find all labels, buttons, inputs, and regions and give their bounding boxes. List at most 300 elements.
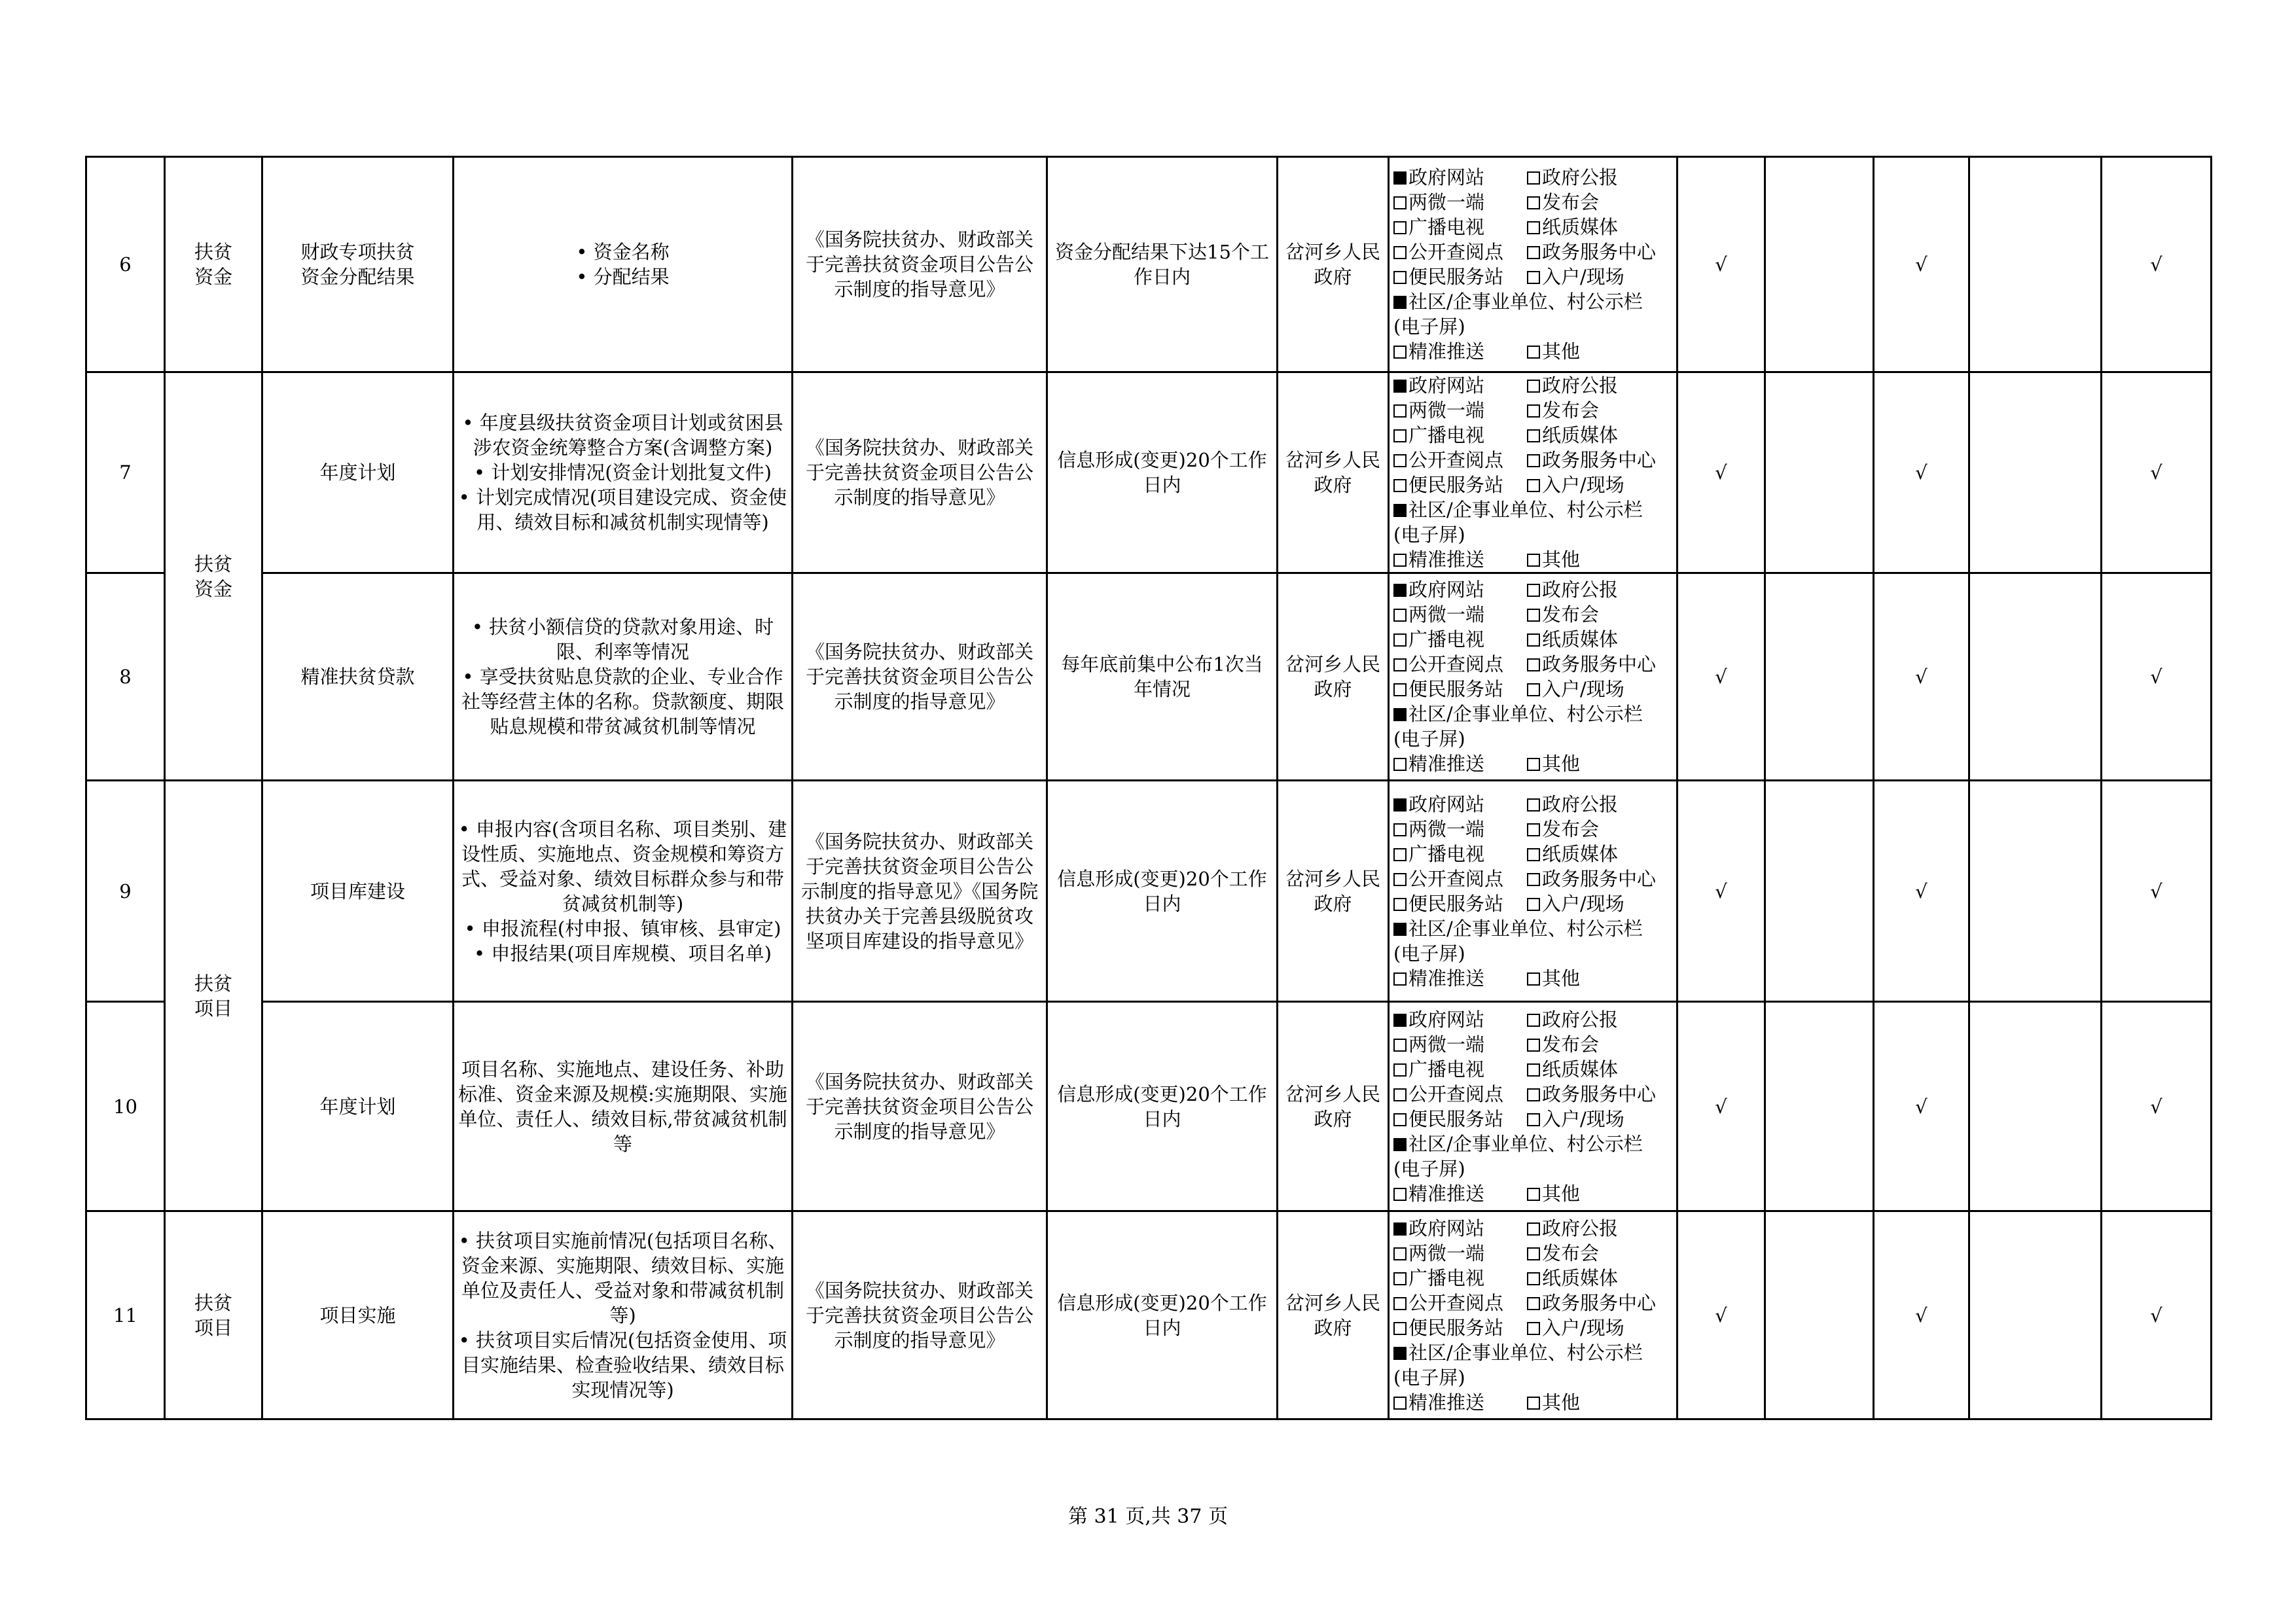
empty-box-icon [1393,1063,1407,1077]
channel-option [1527,1007,1618,1032]
publish-channels-cell [1389,372,1677,573]
channel-option-label: 政府网站 [1408,166,1485,188]
timing-cell: 每年底前集中公布1次当年情况 [1047,573,1278,781]
channel-option-row [1393,891,1672,916]
empty-box-icon [1527,271,1540,284]
channel-option [1527,966,1580,991]
channel-option-label: 广播电视 [1408,424,1485,446]
channel-option-row [1393,866,1672,891]
channel-option [1393,314,1465,339]
channel-option-row [1393,1365,1672,1390]
check-cell: √ [1874,157,1969,372]
channel-option [1527,1181,1580,1206]
channel-option [1393,1156,1465,1181]
channel-option [1393,1107,1527,1132]
channel-option-label: 政府公报 [1542,1217,1619,1240]
page-footer: 第 31 页,共 37 页 [1067,1505,1229,1528]
empty-box-icon [1393,658,1407,671]
channel-option-row [1393,817,1672,842]
subject-cell: 岔河乡人民 政府 [1278,157,1389,372]
channel-option-row [1393,627,1672,652]
content-cell [454,1002,793,1211]
channel-option-row [1393,448,1672,473]
empty-box-icon [1527,898,1540,911]
category-cell: 扶贫 项目 [165,1211,262,1419]
checked-box-icon [1393,1347,1407,1360]
category-cell: 扶贫 项目 [165,781,262,1211]
item-cell: 精准扶贫贷款 [262,573,454,781]
empty-box-icon [1393,609,1407,622]
content-line: • 扶贫项目实施前情况(包括项目名称、资金来源、实施期限、绩效目标、实施单位及责任人、受益对象和带减贫机制等) [458,1229,787,1327]
channel-option-row [1393,792,1672,817]
channel-option [1393,522,1465,547]
channel-option-row [1393,842,1672,866]
channel-option [1393,240,1527,264]
channel-option [1393,1181,1527,1206]
empty-box-icon [1527,454,1540,467]
row-number: 8 [86,573,165,781]
channel-option-label: 社区/企事业单位、村公示栏 [1408,499,1643,521]
channel-option-row [1393,1057,1672,1082]
content-line: 项目名称、实施地点、建设任务、补助标准、资金来源及规模:实施期限、实施单位、责任人、绩效目标,带贫减贫机制等 [458,1058,787,1155]
channel-option [1393,866,1527,891]
channel-option-label: 政府公报 [1542,793,1619,815]
channel-option-row [1393,497,1672,522]
checked-box-icon [1393,504,1407,517]
channel-option [1393,1132,1643,1156]
channel-option-row [1393,473,1672,497]
channel-option [1527,1082,1656,1107]
channel-option [1527,1390,1580,1415]
timing-cell: 信息形成(变更)20个工作日内 [1047,1211,1278,1419]
empty-box-icon [1527,1397,1540,1410]
basis-cell: 《国务院扶贫办、财政部关于完善扶贫资金项目公告公示制度的指导意见》 [793,573,1047,781]
channel-option-label: 政府网站 [1408,579,1485,601]
basis-cell: 《国务院扶贫办、财政部关于完善扶贫资金项目公告公示制度的指导意见》 [793,372,1047,573]
checked-box-icon [1393,584,1407,597]
channel-option-label: (电子屏) [1393,524,1465,546]
empty-box-icon [1527,1272,1540,1285]
empty-box-icon [1393,823,1407,836]
channel-option [1393,726,1465,751]
empty-box-icon [1527,848,1540,861]
empty-box-icon [1393,271,1407,284]
channel-option-row [1393,751,1672,776]
content-line: • 资金名称 [576,241,670,263]
channel-option-label: 公开查阅点 [1408,653,1504,675]
channel-option [1527,473,1624,497]
channel-option [1527,652,1656,677]
check-cell: √ [2102,372,2212,573]
table-row [86,157,2212,372]
empty-box-icon [1393,1322,1407,1335]
channel-option-row [1393,1181,1672,1206]
subject-cell: 岔河乡人民 政府 [1278,781,1389,1002]
channel-option-label: 入户/现场 [1542,1107,1624,1130]
channel-option-label: 政府网站 [1408,1008,1485,1031]
channel-option-label: 公开查阅点 [1408,1291,1504,1314]
channel-option-label: 其他 [1542,753,1581,775]
check-cell: √ [2102,1211,2212,1419]
check-cell: √ [2102,573,2212,781]
empty-box-icon [1393,1188,1407,1201]
channel-option-row [1393,373,1672,398]
empty-box-icon [1393,479,1407,492]
empty-box-icon [1393,1113,1407,1126]
channel-option [1393,702,1643,726]
channel-option-row [1393,522,1672,547]
channel-option [1393,1007,1527,1032]
channel-option-row [1393,1032,1672,1057]
channel-option [1527,423,1618,448]
check-cell [1765,372,1874,573]
channel-option-row [1393,1007,1672,1032]
check-cell [1765,157,1874,372]
check-cell [1969,1211,2102,1419]
channel-option [1527,866,1656,891]
channel-option-label: 其他 [1542,1391,1581,1414]
channel-option-label: 两微一端 [1408,191,1485,213]
channel-option [1393,1057,1527,1082]
check-cell [1765,1211,1874,1419]
content-line: • 申报流程(村申报、镇审核、县审定) [464,917,781,940]
channel-option-label: 政务服务中心 [1542,1291,1657,1314]
checked-box-icon [1393,1222,1407,1236]
content-line: • 申报内容(含项目名称、项目类别、建设性质、实施地点、资金规模和筹资方式、受益对象、绩效目标群众参与和带贫减贫机制等) [458,817,787,915]
channel-option-row [1393,726,1672,751]
channel-option [1527,1107,1624,1132]
channel-option [1527,577,1618,602]
channel-option [1393,577,1527,602]
empty-box-icon [1527,1247,1540,1260]
check-cell: √ [1677,1211,1765,1419]
row-number: 11 [86,1211,165,1419]
channel-option [1527,264,1624,289]
channel-option [1393,1082,1527,1107]
content-cell [454,781,793,1002]
channel-option-row [1393,423,1672,448]
empty-box-icon [1527,658,1540,671]
channel-option-label: (电子屏) [1393,1366,1465,1389]
channel-option-label: 其他 [1542,548,1581,571]
channel-option-label: 两微一端 [1408,603,1485,626]
channel-option-label: 入户/现场 [1542,678,1624,700]
empty-box-icon [1393,633,1407,647]
channel-option [1393,373,1527,398]
row-number: 7 [86,372,165,573]
table-body [86,157,2212,1419]
channel-option-row [1393,652,1672,677]
content-line: • 分配结果 [576,266,670,288]
empty-box-icon [1527,683,1540,696]
basis-cell: 《国务院扶贫办、财政部关于完善扶贫资金项目公告公示制度的指导意见》 [793,157,1047,372]
empty-box-icon [1527,1088,1540,1101]
check-cell [1765,781,1874,1002]
channel-option [1393,966,1527,991]
check-cell [1969,372,2102,573]
content-line: • 申报结果(项目库规模、项目名单) [474,942,772,965]
channel-option [1393,602,1527,627]
channel-option [1393,289,1643,314]
content-line: • 扶贫小额信贷的贷款对象用途、时限、利率等情况 [471,616,774,663]
item-cell: 财政专项扶贫 资金分配结果 [262,157,454,372]
empty-box-icon [1527,221,1540,234]
channel-option-label: 便民服务站 [1408,266,1504,288]
channel-option [1393,398,1527,423]
channel-option-row [1393,547,1672,572]
item-cell: 项目库建设 [262,781,454,1002]
content-cell [454,1211,793,1419]
channel-option [1527,627,1618,652]
channel-option [1393,423,1527,448]
channel-option-label: 政府公报 [1542,1008,1619,1031]
channel-option [1393,1032,1527,1057]
empty-box-icon [1527,380,1540,393]
check-cell [1969,1002,2102,1211]
publish-channels-cell [1389,1211,1677,1419]
channel-option-label: 纸质媒体 [1542,1058,1619,1080]
channel-option [1393,817,1527,842]
channel-option [1393,264,1527,289]
channel-option [1527,602,1599,627]
channel-option [1393,165,1527,190]
check-cell: √ [1677,372,1765,573]
channel-option [1393,190,1527,215]
channel-option-label: 发布会 [1542,603,1600,626]
check-cell: √ [1874,1211,1969,1419]
content-cell [454,157,793,372]
channel-option-row [1393,339,1672,364]
channel-option-label: 广播电视 [1408,1266,1485,1289]
channel-option-label: 其他 [1542,967,1581,990]
channel-option-label: 其他 [1542,1182,1581,1205]
channel-option [1393,916,1643,941]
empty-box-icon [1527,823,1540,836]
subject-cell: 岔河乡人民 政府 [1278,1002,1389,1211]
channel-option-label: 政务服务中心 [1542,449,1657,471]
empty-box-icon [1527,246,1540,259]
content-line: • 计划完成情况(项目建设完成、资金使用、绩效目标和减贫机制实现情等) [458,486,787,533]
channel-option-label: 发布会 [1542,1033,1600,1056]
table-row [86,1211,2212,1419]
channel-option [1393,1266,1527,1291]
channel-option-label: 精准推送 [1408,753,1485,775]
channel-option-label: 社区/企事业单位、村公示栏 [1408,1341,1643,1364]
channel-option-label: 便民服务站 [1408,892,1504,915]
empty-box-icon [1527,633,1540,647]
channel-option-label: 发布会 [1542,1241,1600,1264]
check-cell [1969,157,2102,372]
channel-option-label: 两微一端 [1408,399,1485,421]
empty-box-icon [1527,479,1540,492]
channel-option-label: 公开查阅点 [1408,1082,1504,1105]
channel-option [1393,497,1643,522]
channel-option-label: 精准推送 [1408,1182,1485,1205]
empty-box-icon [1393,429,1407,442]
publish-channels-cell [1389,1002,1677,1211]
channel-option [1393,339,1527,364]
timing-cell: 信息形成(变更)20个工作日内 [1047,1002,1278,1211]
check-cell: √ [1677,157,1765,372]
empty-box-icon [1527,584,1540,597]
subject-cell: 岔河乡人民 政府 [1278,573,1389,781]
timing-cell: 资金分配结果下达15个工作日内 [1047,157,1278,372]
channel-option-label: 广播电视 [1408,1058,1485,1080]
channel-option-row [1393,1266,1672,1291]
channel-option-label: 纸质媒体 [1542,216,1619,238]
channel-option-row [1393,1132,1672,1156]
channel-option [1393,891,1527,916]
checked-box-icon [1393,923,1407,936]
channel-option-row [1393,702,1672,726]
empty-box-icon [1393,873,1407,886]
channel-option-row [1393,1107,1672,1132]
channel-option-label: 公开查阅点 [1408,867,1504,890]
empty-box-icon [1393,758,1407,771]
check-cell: √ [1677,781,1765,1002]
channel-option-row [1393,1241,1672,1266]
channel-option-label: 发布会 [1542,817,1600,840]
check-cell: √ [1677,1002,1765,1211]
channel-option-label: 社区/企事业单位、村公示栏 [1408,703,1643,725]
channel-option-label: 纸质媒体 [1542,424,1619,446]
check-cell: √ [1874,781,1969,1002]
channel-option [1527,165,1618,190]
empty-box-icon [1393,404,1407,418]
table-row [86,781,2212,1002]
channel-option [1527,240,1656,264]
empty-box-icon [1527,429,1540,442]
channel-option [1393,842,1527,866]
empty-box-icon [1393,1088,1407,1101]
channel-option-row [1393,966,1672,991]
channel-option-label: 社区/企事业单位、村公示栏 [1408,917,1643,940]
channel-option-label: 政府网站 [1408,1217,1485,1240]
channel-option-row [1393,577,1672,602]
channel-option-label: (电子屏) [1393,728,1465,750]
channel-option [1393,941,1465,966]
channel-option-row [1393,215,1672,240]
empty-box-icon [1527,404,1540,418]
check-cell: √ [2102,1002,2212,1211]
channel-option [1393,448,1527,473]
check-cell [1765,573,1874,781]
empty-box-icon [1527,1188,1540,1201]
channel-option-label: 社区/企事业单位、村公示栏 [1408,291,1643,313]
empty-box-icon [1393,454,1407,467]
empty-box-icon [1527,758,1540,771]
table-row [86,372,2212,573]
channel-option [1527,1315,1624,1340]
channel-option-label: 纸质媒体 [1542,628,1619,651]
channel-option-label: 便民服务站 [1408,1107,1504,1130]
table-row [86,573,2212,781]
channel-option [1527,1241,1599,1266]
channel-option-label: 政府公报 [1542,166,1619,188]
empty-box-icon [1393,246,1407,259]
checked-box-icon [1393,296,1407,309]
channel-option-label: 公开查阅点 [1408,449,1504,471]
channel-option [1527,751,1580,776]
empty-box-icon [1393,196,1407,209]
channel-option-row [1393,1315,1672,1340]
channel-option-label: 政府网站 [1408,374,1485,397]
check-cell: √ [1874,573,1969,781]
empty-box-icon [1393,972,1407,986]
channel-option [1527,1291,1656,1315]
empty-box-icon [1527,1322,1540,1335]
empty-box-icon [1393,683,1407,696]
channel-option-label: (电子屏) [1393,1157,1465,1180]
channel-option-row [1393,677,1672,702]
channel-option [1393,1291,1527,1315]
channel-option-label: 两微一端 [1408,1241,1485,1264]
empty-box-icon [1393,1297,1407,1310]
channel-option-label: 广播电视 [1408,842,1485,865]
channel-option [1527,1266,1618,1291]
channel-option [1527,398,1599,423]
checked-box-icon [1393,798,1407,812]
empty-box-icon [1527,609,1540,622]
channel-option [1393,1390,1527,1415]
row-number: 10 [86,1002,165,1211]
item-cell: 年度计划 [262,372,454,573]
channel-option-label: 其他 [1542,340,1581,363]
channel-option-label: 政务服务中心 [1542,1082,1657,1105]
check-cell: √ [1677,573,1765,781]
channel-option-label: 发布会 [1542,191,1600,213]
channel-option [1393,1365,1465,1390]
content-cell [454,372,793,573]
channel-option-label: 政务服务中心 [1542,653,1657,675]
channel-option-label: 精准推送 [1408,548,1485,571]
empty-box-icon [1527,1014,1540,1027]
channel-option-label: 政府公报 [1542,374,1619,397]
category-cell: 扶贫 资金 [165,157,262,372]
timing-cell: 信息形成(变更)20个工作日内 [1047,372,1278,573]
empty-box-icon [1527,1113,1540,1126]
channel-option [1527,190,1599,215]
channel-option-label: 便民服务站 [1408,678,1504,700]
channel-option [1393,751,1527,776]
channel-option [1393,792,1527,817]
empty-box-icon [1527,1222,1540,1236]
channel-option-row [1393,941,1672,966]
basis-cell: 《国务院扶贫办、财政部关于完善扶贫资金项目公告公示制度的指导意见》 [793,1002,1047,1211]
check-cell [1969,781,2102,1002]
channel-option [1393,677,1527,702]
channel-option [1393,1340,1643,1365]
checked-box-icon [1393,1014,1407,1027]
empty-box-icon [1527,171,1540,185]
channel-option [1527,339,1580,364]
channel-option-label: 精准推送 [1408,340,1485,363]
empty-box-icon [1527,873,1540,886]
channel-option-row [1393,314,1672,339]
check-cell: √ [1874,372,1969,573]
timing-cell: 信息形成(变更)20个工作日内 [1047,781,1278,1002]
publish-channels-cell [1389,781,1677,1002]
empty-box-icon [1393,1272,1407,1285]
basis-cell: 《国务院扶贫办、财政部关于完善扶贫资金项目公告公示制度的指导意见》《国务院扶贫办关于完善县级脱贫攻坚项目库建设的指导意见》 [793,781,1047,1002]
category-cell: 扶贫 资金 [165,372,262,781]
empty-box-icon [1393,221,1407,234]
content-cell [454,573,793,781]
channel-option [1527,1057,1618,1082]
item-cell: 项目实施 [262,1211,454,1419]
check-cell: √ [1874,1002,1969,1211]
empty-box-icon [1527,1063,1540,1077]
